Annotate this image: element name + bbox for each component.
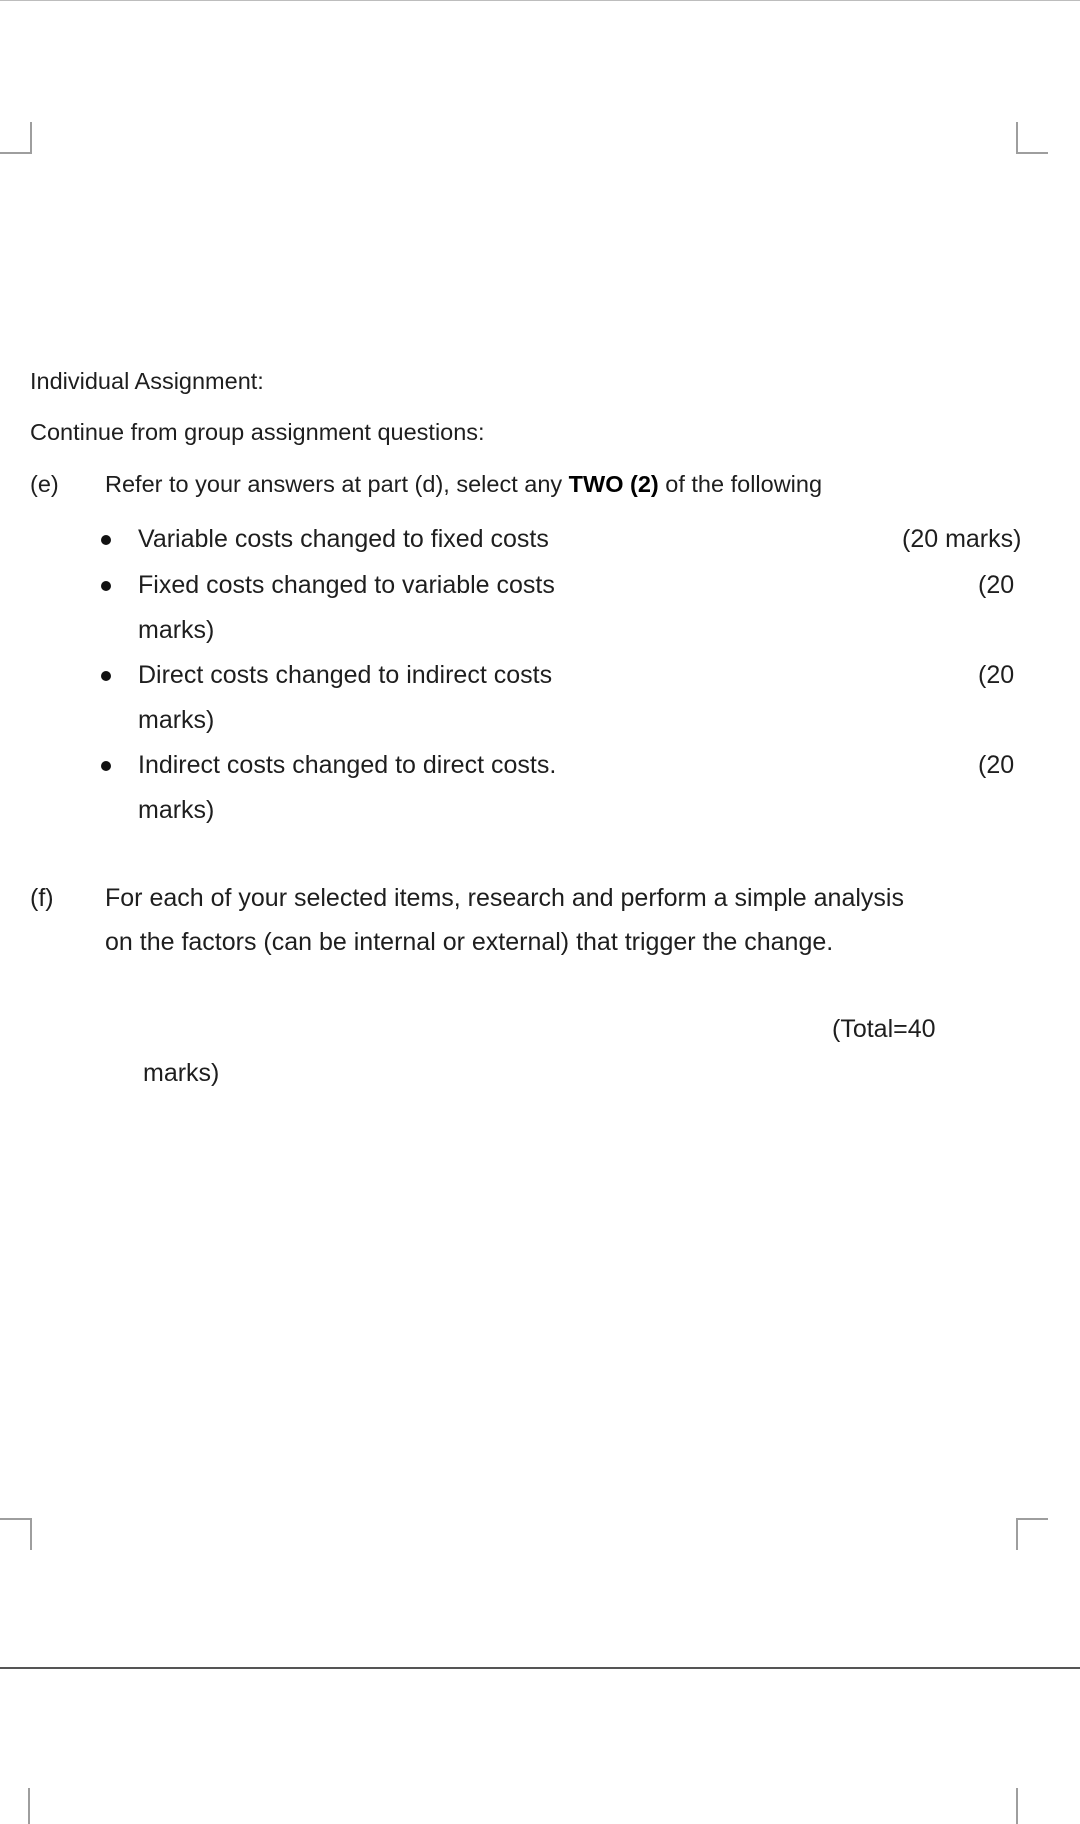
corner-mark-bottom-right: [1016, 1518, 1048, 1550]
intro-text: Continue from group assignment questions:: [30, 419, 485, 445]
part-e-label: (e): [30, 471, 59, 497]
page-break-line: [0, 1667, 1080, 1669]
item-1-marks: (20 marks): [902, 525, 1022, 553]
item-2-text: Fixed costs changed to variable costs: [138, 571, 555, 599]
part-e-text-before: Refer to your answers at part (d), select any: [105, 471, 569, 497]
corner-mark-top-left: [0, 122, 32, 154]
item-3-marks-line2: marks): [138, 706, 215, 734]
corner-mark-next-page-right: [1016, 1788, 1046, 1824]
item-2-marks-line2: marks): [138, 616, 215, 644]
item-4-marks-line1: (20: [978, 751, 1015, 779]
top-border: [0, 0, 1080, 1]
part-f-line1: For each of your selected items, research and perform a simple analysis: [105, 884, 904, 912]
total-marks-line1: (Total=40: [832, 1015, 936, 1043]
item-3-text: Direct costs changed to indirect costs: [138, 661, 553, 689]
item-4-marks-line2: marks): [138, 796, 215, 824]
assignment-heading: Individual Assignment:: [30, 368, 264, 394]
bullet-icon: [101, 535, 111, 545]
item-2-marks-line1: (20: [978, 571, 1015, 599]
item-1-text: Variable costs changed to fixed costs: [138, 525, 549, 553]
part-e-text-bold: TWO (2): [568, 471, 659, 497]
part-f-label: (f): [30, 884, 54, 912]
corner-mark-bottom-left: [0, 1518, 32, 1550]
part-e-text-after: of the following: [658, 471, 823, 497]
bullet-icon: [101, 761, 111, 771]
corner-mark-next-page-left: [0, 1788, 30, 1824]
total-marks-line2: marks): [143, 1059, 220, 1087]
corner-mark-top-right: [1016, 122, 1048, 154]
bullet-icon: [101, 671, 111, 681]
item-4-text: Indirect costs changed to direct costs.: [138, 751, 557, 779]
part-f-line2: on the factors (can be internal or external) that trigger the change.: [105, 928, 834, 956]
bullet-icon: [101, 581, 111, 591]
part-e-instruction: [105, 469, 822, 499]
item-3-marks-line1: (20: [978, 661, 1015, 689]
